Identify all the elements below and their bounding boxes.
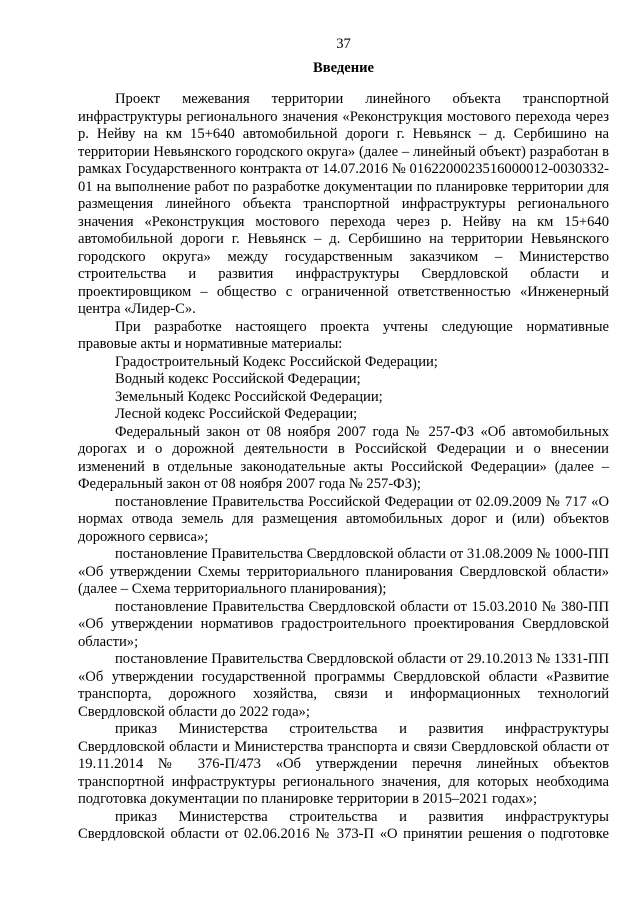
- list-item-federal-law-257: Федеральный закон от 08 ноября 2007 года № 257-ФЗ «Об автомобильных дорогах и о дорожной деятельности в Российской Федерации и о внесении изменений в отдельные законодательные акты Российской Федерации» (далее – Федеральный закон от 08 ноября 2007 года № 257-ФЗ);: [78, 423, 609, 492]
- list-item-regional-decree-1331: постановление Правительства Свердловской области от 29.10.2013 № 1331-ПП «Об утверждении государственной программы Свердловской области «Развитие транспорта, дорожного хозяйства, связи и информационных технологий Свердловской области до 2022 года»;: [78, 651, 609, 720]
- document-page: [78, 36, 609, 844]
- list-item-order-376: приказ Министерства строительства и развития инфраструктуры Свердловской области и Министерства транспорта и связи Свердловской области от 19.11.2014 № 376-П/473 «Об утверждении перечня линейных объектов транспортной инфраструктуры регионального значения, для которых необходима подготовка документации по планировке территории в 2015–2021 годах»;: [78, 721, 609, 807]
- paragraph-intro: Проект межевания территории линейного объекта транспортной инфраструктуры регионального значения «Реконструкция мостового перехода через р. Нейву на км 15+640 автомобильной дороги г. Невьянск – д. Сербишино на территории Невьянского городского округа» (далее – линейный объект) разработан в рамках Государственного контракта от 14.07.2016 № 0162200023516000012-0030332-01 на выполнение работ по разработке документации по планировке территории для размещения линейного объекта транспортной инфраструктуры регионального значения «Реконструкция мостового перехода через р. Нейву на км 15+640 автомобильной дороги г. Невьянск – д. Сербишино на территории Невьянского городского округа» между государственным заказчиком – Министерство строительства и развития инфраструктуры Свердловской области и проектировщиком – общество с ограниченной ответственностью «Инженерный центра «Лидер-С».: [78, 91, 609, 317]
- list-item-forest-code: Лесной кодекс Российской Федерации;: [115, 406, 358, 422]
- list-item-water-code: Водный кодекс Российской Федерации;: [115, 371, 361, 387]
- list-item-urban-planning-code: Градостроительный Кодекс Российской Федерации;: [115, 353, 438, 370]
- paragraph-normative-acts: При разработке настоящего проекта учтены следующие нормативные правовые акты и нормативные материалы:: [78, 318, 609, 352]
- page-number: 37: [336, 36, 351, 52]
- section-title: Введение: [312, 59, 375, 76]
- list-item-government-decree-717: постановление Правительства Российской Федерации от 02.09.2009 № 717 «О нормах отвода земель для размещения автомобильных дорог и (или) объектов дорожного сервиса»;: [78, 493, 609, 545]
- list-item-order-373: приказ Министерства строительства и развития инфраструктуры Свердловской области от 02.06.2016 № 373-П «О принятии решения о подготовке: [78, 808, 609, 842]
- list-item-land-code: Земельный Кодекс Российской Федерации;: [115, 388, 383, 405]
- list-item-regional-decree-1000: постановление Правительства Свердловской области от 31.08.2009 № 1000-ПП «Об утверждении Схемы территориального планирования Свердловской области» (далее – Схема территориального планирования);: [78, 546, 609, 597]
- list-item-regional-decree-380: постановление Правительства Свердловской области от 15.03.2010 № 380-ПП «Об утверждении нормативов градостроительного проектирования Свердловской области»;: [78, 598, 609, 650]
